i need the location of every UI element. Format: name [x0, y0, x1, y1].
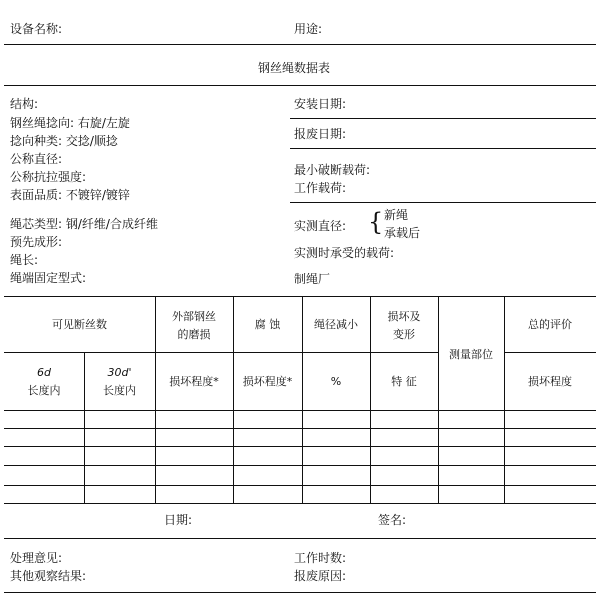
other-observations-label: 其他观察结果: — [10, 569, 87, 583]
measured-load-field: 实测时承受的载荷: — [294, 246, 395, 260]
install-date-field: 安装日期: — [294, 97, 347, 111]
header-damage-line1: 损坏及 — [387, 310, 421, 323]
subheader-feature: 特 征 — [391, 375, 417, 388]
surface-quality-field: 表面品质: 不镀锌/镀锌 — [10, 188, 130, 202]
scrap-date-field: 报废日期: — [294, 127, 347, 141]
header-damage-line2: 变形 — [393, 328, 415, 341]
working-load-field: 工作载荷: — [294, 181, 347, 195]
table-row-rule-1 — [4, 410, 596, 411]
header-corrosion: 腐 蚀 — [254, 318, 281, 331]
header-external-wear-line1: 外部钢丝 — [172, 310, 216, 323]
end-fixing-type-field: 绳端固定型式: — [10, 271, 87, 285]
rope-length-field: 绳长: — [10, 253, 39, 267]
working-hours-label: 工作时数: — [294, 551, 347, 565]
table-col-line-6 — [438, 296, 439, 503]
nominal-tensile-strength-field: 公称抗拉强度: — [10, 170, 87, 184]
header-rule — [4, 44, 596, 45]
scrap-date-rule — [290, 148, 596, 149]
subheader-6d: 6d — [37, 366, 51, 379]
min-breaking-load-field: 最小破断载荷: — [294, 163, 371, 177]
purpose-label: 用途: — [294, 22, 323, 36]
header-diameter-reduction: 绳径减小 — [314, 318, 358, 331]
diameter-under-load: 承载后 — [384, 226, 421, 240]
subheader-30d-length: 长度内 — [103, 384, 136, 397]
form-title: 钢丝绳数据表 — [258, 61, 331, 75]
table-row-rule-3 — [4, 446, 596, 447]
table-row-rule-5 — [4, 485, 596, 486]
working-load-rule — [290, 202, 596, 203]
table-row-rule-4 — [4, 465, 596, 466]
table-subheader-rule-right — [504, 352, 596, 353]
preformed-field: 预先成形: — [10, 235, 63, 249]
subheader-wear-degree: 损坏程度* — [169, 375, 219, 388]
footer-rule — [4, 538, 596, 539]
subheader-30d: 30d' — [107, 366, 132, 379]
date-label: 日期: — [164, 513, 193, 527]
table-top-rule — [4, 296, 596, 297]
core-type-field: 绳芯类型: 钢/纤维/合成纤维 — [10, 217, 158, 231]
table-row-rule-2 — [4, 428, 596, 429]
subheader-6d-length: 长度内 — [27, 384, 61, 397]
twist-direction-field: 钢丝绳捻向: 右旋/左旋 — [10, 116, 130, 130]
table-subheader-rule-left — [4, 352, 438, 353]
header-external-wear-line2: 的磨损 — [177, 328, 211, 341]
measured-diameter-field: 实测直径: — [294, 219, 347, 233]
header-visible-breaks: 可见断丝数 — [52, 318, 107, 331]
signature-label: 签名: — [378, 513, 407, 527]
manufacturer-field: 制绳厂 — [294, 272, 331, 286]
title-rule — [4, 85, 596, 86]
handling-opinion-label: 处理意见: — [10, 551, 63, 565]
structure-field: 结构: — [10, 97, 39, 111]
subheader-eval-degree: 损坏程度 — [528, 375, 572, 388]
subheader-corrosion-degree: 损坏程度* — [242, 375, 293, 388]
twist-type-field: 捻向种类: 交捻/顺捻 — [10, 134, 118, 148]
header-overall-evaluation: 总的评价 — [528, 318, 572, 331]
nominal-diameter-field: 公称直径: — [10, 152, 63, 166]
bottom-rule — [4, 592, 596, 593]
brace-glyph: { — [368, 208, 384, 236]
table-bottom-rule — [4, 503, 596, 504]
subheader-percent: % — [330, 375, 342, 388]
diameter-new-rope: 新绳 — [384, 208, 409, 222]
scrap-reason-label: 报废原因: — [294, 569, 347, 583]
install-date-rule — [290, 118, 596, 119]
device-name-label: 设备名称: — [10, 22, 63, 36]
header-measured-location: 测量部位 — [449, 348, 493, 361]
